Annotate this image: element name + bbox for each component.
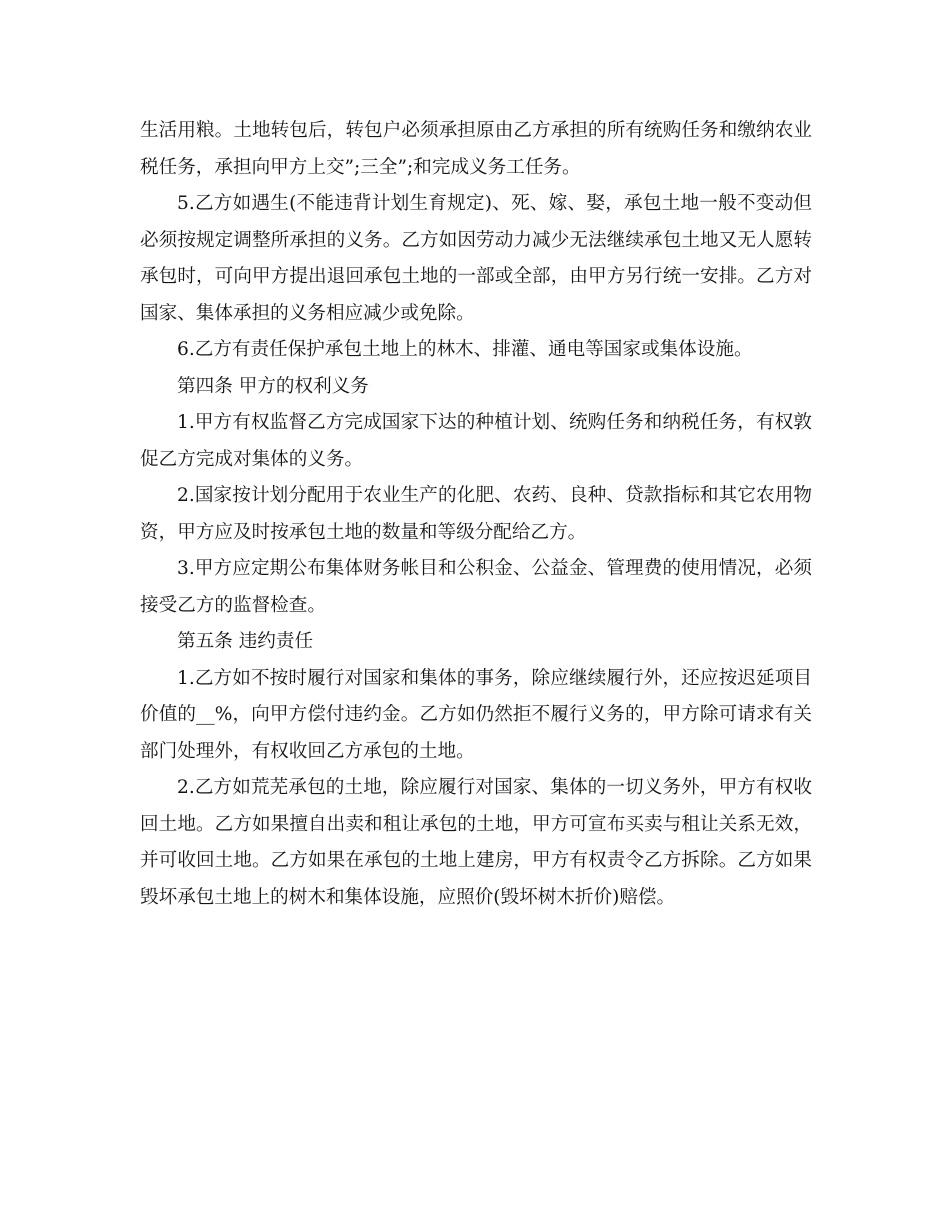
section-heading-article-4: 第四条 甲方的权利义务 [177, 375, 369, 397]
paragraph-clause-4-3: 3.甲方应定期公布集体财务帐目和公积金、公益金、管理费的使用情况，必须接受乙方的监督检查。 [140, 558, 812, 616]
paragraph-clause-3-6: 6.乙方有责任保护承包土地上的林木、排灌、通电等国家或集体设施。 [177, 339, 753, 360]
paragraph-clause-4-1: 1.甲方有权监督乙方完成国家下达的种植计划、统购任务和纳税任务，有权敦促乙方完成对集体的义务。 [140, 412, 812, 470]
paragraph-clause-5-2: 2.乙方如荒芜承包的土地，除应履行对国家、集体的一切义务外，甲方有权收回土地。乙方如果擅自出卖和租让承包的土地，甲方可宣布买卖与租让关系无效，并可收回土地。乙方如果在承包的土地上建房，甲方有权责令乙方拆除。乙方如果毁坏承包土地上的树木和集体设施，应照价(毁坏树木折价)赔偿。 [140, 777, 812, 908]
paragraph-continued-text: 生活用粮。土地转包后，转包户必须承担原由乙方承担的所有统购任务和缴纳农业税任务，承担向甲方上交”;三全”;和完成义务工任务。 [140, 120, 812, 178]
paragraph-clause-4-2: 2.国家按计划分配用于农业生产的化肥、农药、良种、贷款指标和其它农用物资，甲方应及时按承包土地的数量和等级分配给乙方。 [140, 485, 812, 543]
paragraph-clause-5-1: 1.乙方如不按时履行对国家和集体的事务，除应继续履行外，还应按迟延项目价值的__%，向甲方偿付违约金。乙方如仍然拒不履行义务的，甲方除可请求有关部门处理外，有权收回乙方承包的土地。 [140, 667, 812, 762]
paragraph-clause-3-5: 5.乙方如遇生(不能违背计划生育规定)、死、嫁、娶，承包土地一般不变动但必须按规定调整所承担的义务。乙方如因劳动力减少无法继续承包土地又无人愿转承包时，可向甲方提出退回承包土地的一部或全部，由甲方另行统一安排。乙方对国家、集体承担的义务相应减少或免除。 [140, 193, 812, 324]
document-body [140, 113, 812, 916]
section-heading-article-5: 第五条 违约责任 [177, 631, 314, 652]
